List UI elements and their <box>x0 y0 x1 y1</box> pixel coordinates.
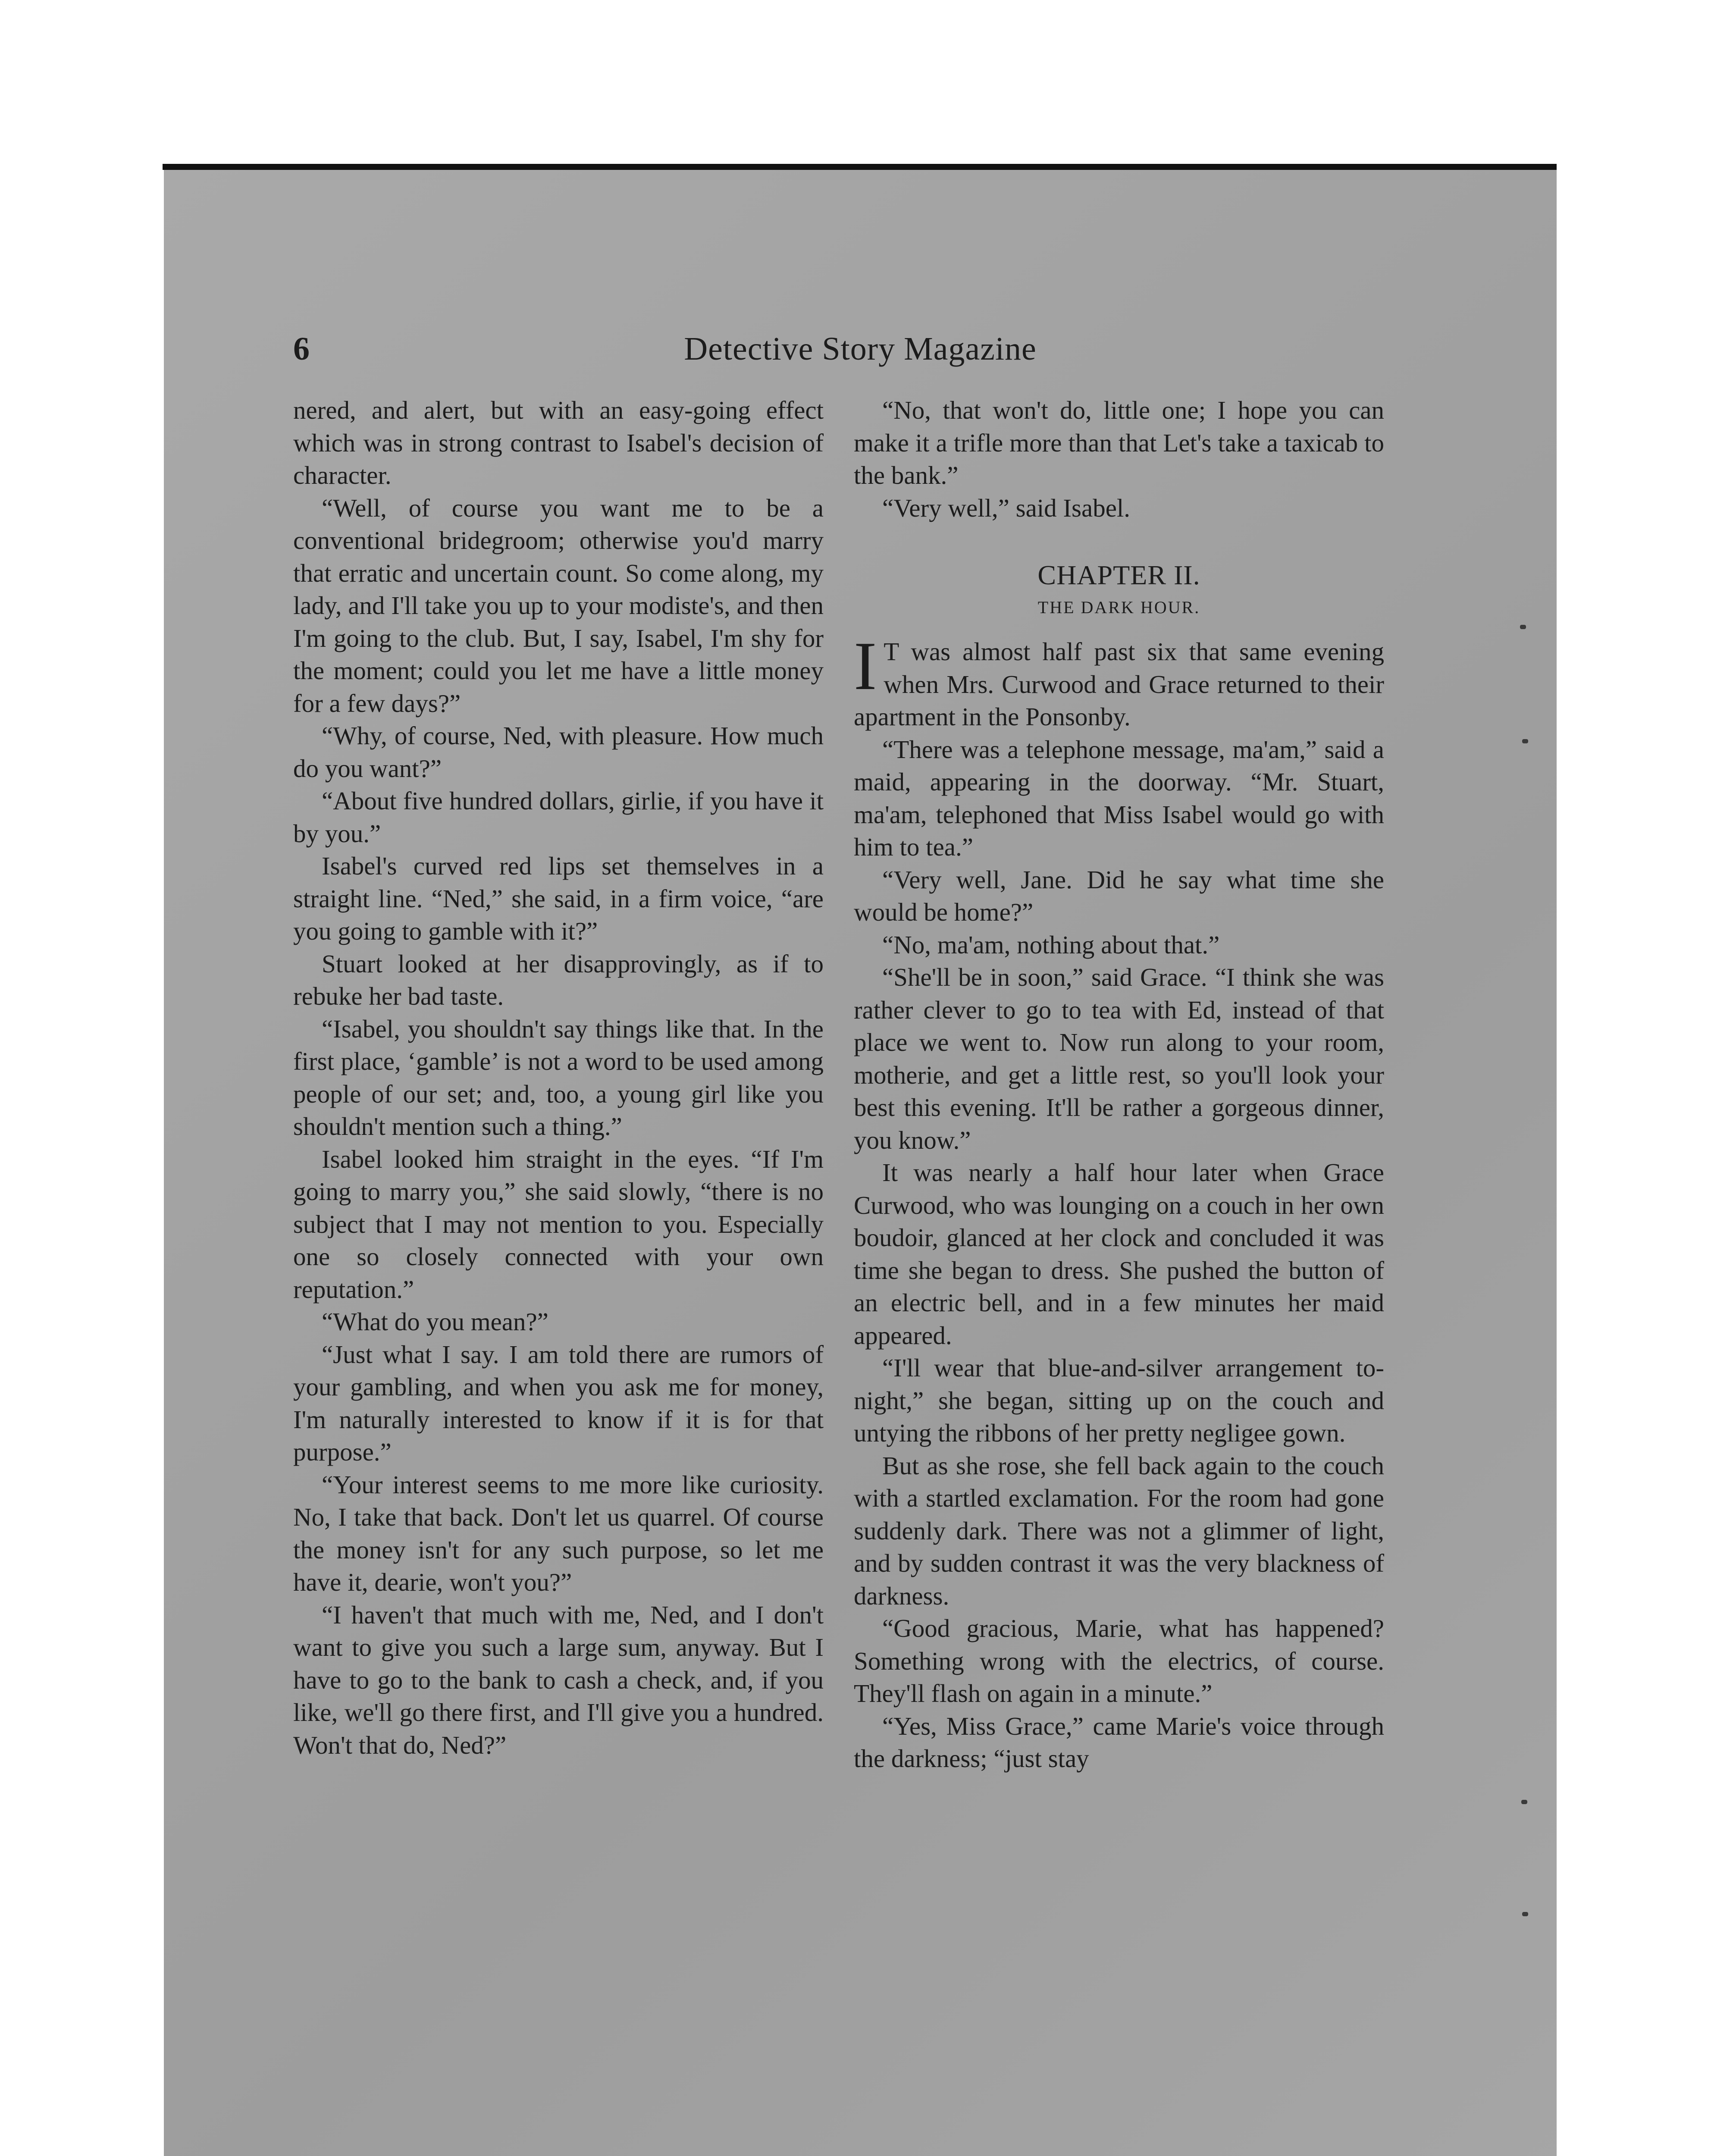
paragraph: “I haven't that much with me, Ned, and I don't want to give you such a large sum, anyway. But I have to go to the bank to cash a check, and, if you like, we'll go there first, and I'll give you a hundred. Won't that do, Ned?” <box>293 1600 824 1759</box>
paragraph: “Isabel, you shouldn't say things like that. In the first place, ‘gamble’ is not a word to be used among people of our set; and, too, a young girl like you shouldn't mention such a thing.” <box>293 1014 824 1141</box>
right-column <box>854 394 1384 1775</box>
paragraph: “Well, of course you want me to be a conventional bridegroom; otherwise you'd marry that erratic and uncertain count. So come along, my lady, and I'll take you up to your modiste's, and then I'm going to the club. But, I say, Isabel, I'm shy for the moment; could you let me have a little money for a few days?” <box>293 493 824 718</box>
paragraph: “Good gracious, Marie, what has happened? Something wrong with the electrics, of course. They'll flash on again in a minute.” <box>854 1614 1384 1708</box>
paragraph: Isabel's curved red lips set themselves in a straight line. “Ned,” she said, in a firm voice, “are you going to gamble with it?” <box>293 852 824 945</box>
paragraph: “Very well, Jane. Did he say what time she would be home?” <box>854 865 1384 926</box>
paragraph: nered, and alert, but with an easy-going effect which was in strong contrast to Isabel's decision of character. <box>293 396 824 489</box>
staple-hole-mark <box>1522 739 1528 743</box>
paragraph: Isabel looked him straight in the eyes. “If I'm going to marry you,” she said slowly, “there is no subject that I may not mention to you. Especially one so closely connected with your own reputation.” <box>293 1144 824 1304</box>
left-column <box>293 394 824 1761</box>
paragraph: “No, that won't do, little one; I hope you can make it a trifle more than that Let's take a taxicab to the bank.” <box>854 396 1384 489</box>
paragraph: “Just what I say. I am told there are rumors of your gambling, and when you ask me for money, I'm naturally interested to know if it is for that purpose.” <box>293 1340 824 1466</box>
paragraph: “There was a telephone message, ma'am,” said a maid, appearing in the doorway. “Mr. Stuart, ma'am, telephoned that Miss Isabel would go with him to tea.” <box>854 735 1384 861</box>
paragraph: But as she rose, she fell back again to the couch with a startled exclamation. For the room had gone suddenly dark. There was not a glimmer of light, and by sudden contrast it was the very blackness of darkness. <box>854 1451 1384 1610</box>
running-head: Detective Story Magazine <box>684 331 1037 367</box>
paragraph: “Your interest seems to me more like curiosity. No, I take that back. Don't let us quarrel. Of course the money isn't for any such purpose, so let me have it, dearie, won't you?” <box>293 1470 824 1596</box>
staple-hole-mark <box>1522 1912 1528 1916</box>
paragraph: “Yes, Miss Grace,” came Marie's voice through the darkness; “just stay <box>854 1711 1384 1773</box>
staple-hole-mark <box>1520 625 1526 629</box>
staple-hole-mark <box>1521 1800 1527 1804</box>
page-top-edge <box>163 164 1557 170</box>
chapter-subtitle: THE DARK HOUR. <box>1037 598 1200 617</box>
paragraph: “About five hundred dollars, girlie, if you have it by you.” <box>293 787 824 848</box>
paragraph: “I'll wear that blue-and-silver arrangement to-night,” she began, sitting up on the couch and untying the ribbons of her pretty negligee gown. <box>854 1354 1384 1447</box>
drop-cap: I <box>854 627 877 704</box>
chapter-title: CHAPTER II. <box>1037 560 1200 590</box>
paragraph: “She'll be in soon,” said Grace. “I think she was rather clever to go to tea with Ed, instead of that place we went to. Now run along to your room, motherie, and get a little rest, so you'll look your best this evening. It'll be rather a gorgeous dinner, you know.” <box>854 963 1384 1154</box>
paragraph: “No, ma'am, nothing about that.” <box>882 930 1220 959</box>
paragraph: Stuart looked at her disapprovingly, as if to rebuke her bad taste. <box>293 949 824 1010</box>
paragraph: It was nearly a half hour later when Grace Curwood, who was lounging on a couch in her own boudoir, glanced at her clock and concluded it was time she began to dress. She pushed the button of an electric bell, and in a few minutes her maid appeared. <box>854 1158 1384 1350</box>
opening-text: T was almost half past six that same evening when Mrs. Curwood and Grace returned to their apartment in the Ponsonby. <box>854 637 1384 731</box>
paragraph: “What do you mean?” <box>322 1307 548 1336</box>
page-number: 6 <box>293 331 310 367</box>
magazine-page <box>164 170 1557 2156</box>
paragraph: “Why, of course, Ned, with pleasure. How much do you want?” <box>293 721 824 783</box>
opening-paragraph <box>854 627 1384 733</box>
paragraph: “Very well,” said Isabel. <box>882 493 1131 522</box>
